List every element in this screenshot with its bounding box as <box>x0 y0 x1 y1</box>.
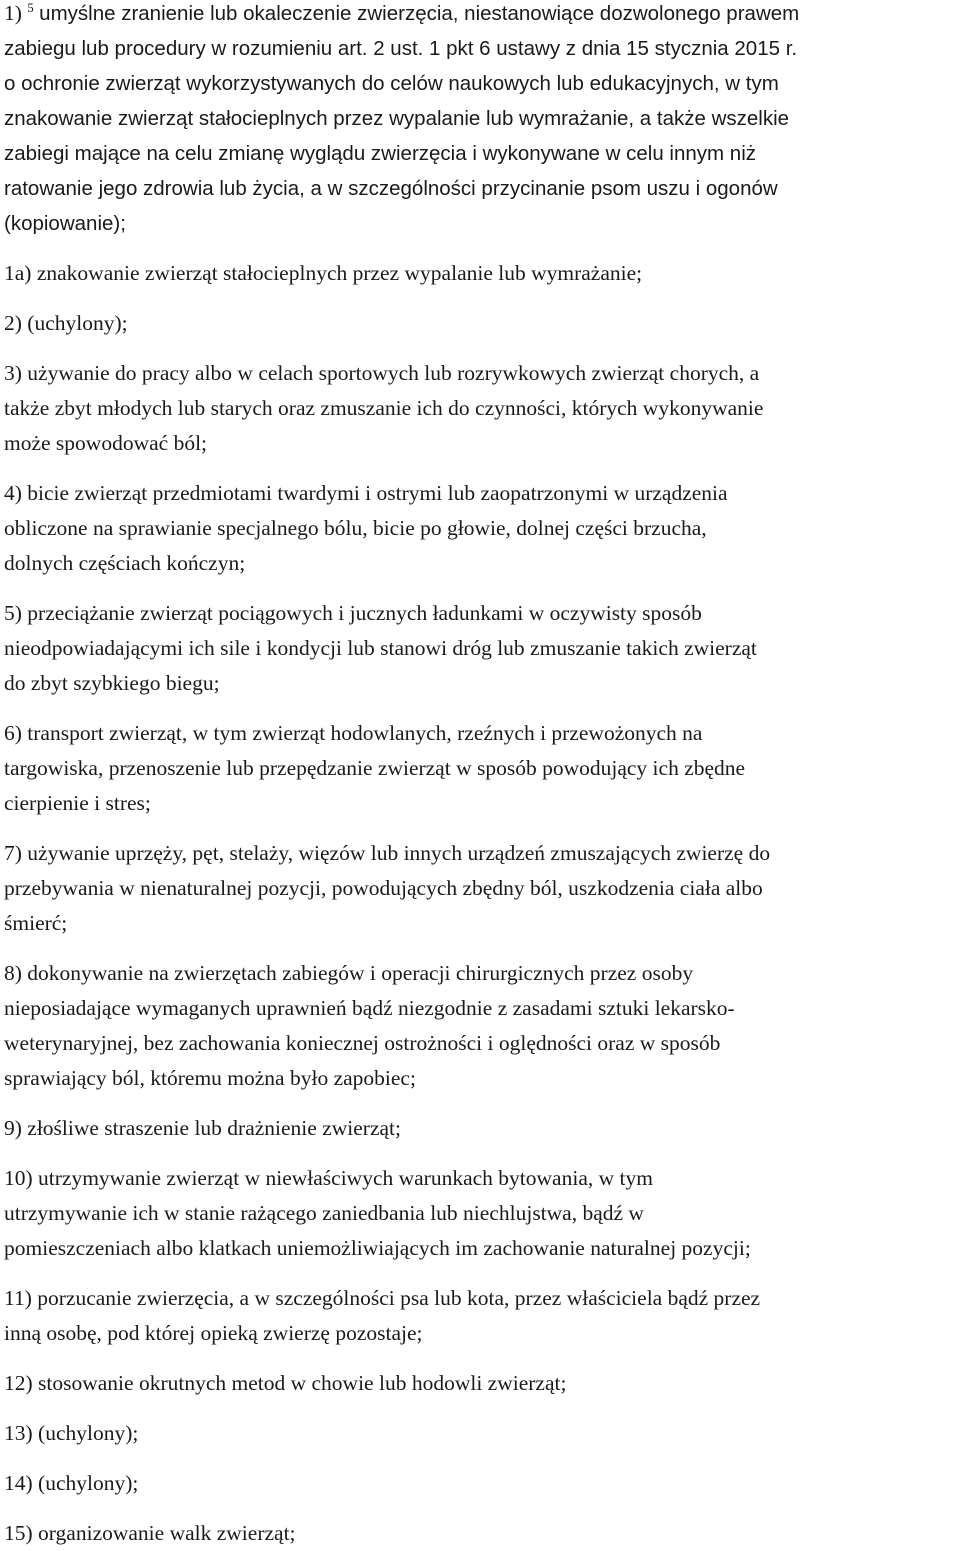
list-item <box>4 836 956 941</box>
item-text-line: 5) przeciążanie zwierząt pociągowych i jucznych ładunkami w oczywisty sposób <box>4 601 702 625</box>
item-text-line: inną osobę, pod której opieką zwierzę pozostaje; <box>4 1321 423 1345</box>
list-item <box>4 1281 956 1351</box>
item-text-line: 2) (uchylony); <box>4 311 128 335</box>
item-text-line: pomieszczeniach albo klatkach uniemożliwiających im zachowanie naturalnej pozycji; <box>4 1236 751 1260</box>
document-page <box>4 0 956 1551</box>
item-text-line: do zbyt szybkiego biegu; <box>4 671 220 695</box>
item-text-line: znakowanie zwierząt stałocieplnych przez wypalanie lub wymrażanie, a także wszelkie <box>4 107 790 130</box>
list-item <box>4 1466 956 1501</box>
list-item <box>4 596 956 701</box>
item-text-line: 10) utrzymywanie zwierząt w niewłaściwych warunkach bytowania, w tym <box>4 1166 653 1190</box>
item-text-line: dolnych częściach kończyn; <box>4 551 246 575</box>
item-text-line: 15) organizowanie walk zwierząt; <box>4 1521 296 1545</box>
item-text-line: 12) stosowanie okrutnych metod w chowie lub hodowli zwierząt; <box>4 1371 567 1395</box>
list-item <box>4 1516 956 1551</box>
item-text-line: utrzymywanie ich w stanie rażącego zaniedbania lub niechlujstwa, bądź w <box>4 1201 644 1225</box>
list-item <box>4 256 956 291</box>
item-text-line: 9) złośliwe straszenie lub drażnienie zwierząt; <box>4 1116 401 1140</box>
item-text-line: 13) (uchylony); <box>4 1421 139 1445</box>
list-item <box>4 1416 956 1451</box>
item-text-line: cierpienie i stres; <box>4 791 151 815</box>
list-item <box>4 356 956 461</box>
item-text-line: 1a) znakowanie zwierząt stałocieplnych przez wypalanie lub wymrażanie; <box>4 261 643 285</box>
list-item <box>4 716 956 821</box>
item-text-line: 6) transport zwierząt, w tym zwierząt hodowlanych, rzeźnych i przewożonych na <box>4 721 703 745</box>
item-text-line: o ochronie zwierząt wykorzystywanych do celów naukowych lub edukacyjnych, w tym <box>4 72 779 95</box>
list-item <box>4 1111 956 1146</box>
item-text-line: obliczone na sprawianie specjalnego bólu, bicie po głowie, dolnej części brzucha, <box>4 516 707 540</box>
item-text-line: weterynaryjnej, bez zachowania koniecznej ostrożności i oględności oraz w sposób <box>4 1031 721 1055</box>
item-text-line: (kopiowanie); <box>4 212 126 235</box>
item-list <box>4 256 956 1551</box>
item-text-line: zabiegu lub procedury w rozumieniu art. 2 ust. 1 pkt 6 ustawy z dnia 15 stycznia 2015 r. <box>4 37 798 60</box>
item-text-line: 7) używanie uprzęży, pęt, stelaży, więzów lub innych urządzeń zmuszających zwierzę do <box>4 841 771 865</box>
footnote-marker: 5 <box>27 0 34 15</box>
item-number: 1) <box>4 1 22 25</box>
item-text-line: może spowodować ból; <box>4 431 208 455</box>
item-text-line: 11) porzucanie zwierzęcia, a w szczególności psa lub kota, przez właściciela bądź przez <box>4 1286 761 1310</box>
item-text-line: 14) (uchylony); <box>4 1471 139 1495</box>
item-text-line: przebywania w nienaturalnej pozycji, powodujących zbędny ból, uszkodzenia ciała albo <box>4 876 763 900</box>
item-text-line: umyślne zranienie lub okaleczenie zwierzęcia, niestanowiące dozwolonego prawem <box>39 2 800 25</box>
list-item <box>4 1366 956 1401</box>
item-text-line: nieodpowiadającymi ich sile i kondycji lub stanowi dróg lub zmuszanie takich zwierząt <box>4 636 757 660</box>
item-text-line: śmierć; <box>4 911 68 935</box>
list-item <box>4 1161 956 1266</box>
list-item <box>4 306 956 341</box>
list-item <box>4 476 956 581</box>
item-1 <box>4 0 956 241</box>
item-text-line: sprawiający ból, któremu można było zapobiec; <box>4 1066 416 1090</box>
item-text-line: 8) dokonywanie na zwierzętach zabiegów i operacji chirurgicznych przez osoby <box>4 961 694 985</box>
item-text-line: ratowanie jego zdrowia lub życia, a w szczególności przycinanie psom uszu i ogonów <box>4 177 778 200</box>
item-text-line: także zbyt młodych lub starych oraz zmuszanie ich do czynności, których wykonywanie <box>4 396 764 420</box>
item-text-line: zabiegi mające na celu zmianę wyglądu zwierzęcia i wykonywane w celu innym niż <box>4 142 757 165</box>
item-text-line: 3) używanie do pracy albo w celach sportowych lub rozrywkowych zwierząt chorych, a <box>4 361 760 385</box>
item-text-line: targowiska, przenoszenie lub przepędzanie zwierząt w sposób powodujący ich zbędne <box>4 756 746 780</box>
list-item <box>4 956 956 1096</box>
item-text-line: nieposiadające wymaganych uprawnień bądź niezgodnie z zasadami sztuki lekarsko- <box>4 996 735 1020</box>
item-text-line: 4) bicie zwierząt przedmiotami twardymi i ostrymi lub zaopatrzonymi w urządzenia <box>4 481 728 505</box>
